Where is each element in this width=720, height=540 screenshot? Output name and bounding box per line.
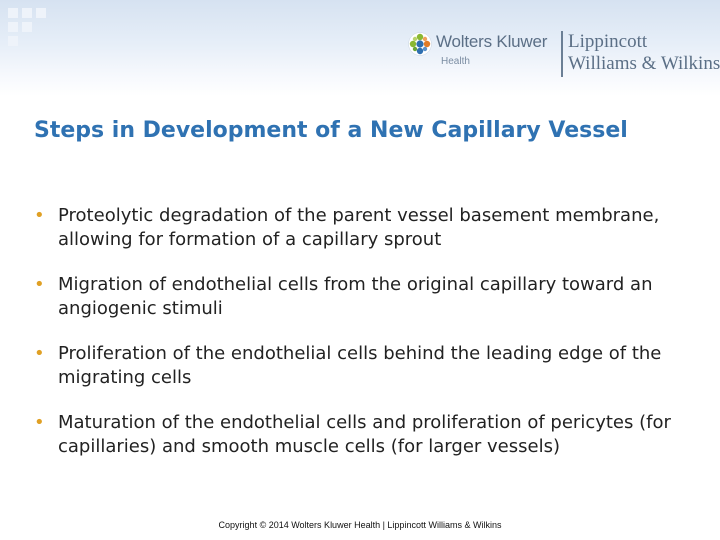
copyright-footer: Copyright © 2014 Wolters Kluwer Health | Lippincott Williams & Wilkins xyxy=(218,520,502,530)
bullet-dot-icon: • xyxy=(34,343,45,364)
wolters-kluwer-lww-logo xyxy=(408,29,720,79)
header-band xyxy=(0,0,720,96)
bullet-item xyxy=(34,411,694,459)
bullet-text: Migration of endothelial cells from the original capillary toward an angiogenic stimuli xyxy=(58,274,653,319)
bullet-item xyxy=(34,204,694,252)
bullet-item xyxy=(34,342,694,390)
imprint-line-1: Lippincott xyxy=(568,31,648,52)
imprint-line-2: Williams & Wilkins xyxy=(568,53,720,74)
header-tile xyxy=(8,8,18,18)
wolters-kluwer-mark-icon xyxy=(408,32,432,56)
header-tile xyxy=(8,22,18,32)
division-name: Health xyxy=(441,56,470,67)
bullet-list xyxy=(34,204,694,480)
header-tile xyxy=(22,22,32,32)
company-name: Wolters Kluwer xyxy=(436,32,548,51)
bullet-text: Maturation of the endothelial cells and proliferation of pericytes (for capillaries) and smooth muscle cells (for larger vessels) xyxy=(58,412,671,457)
header-tile xyxy=(8,36,18,46)
header-tile xyxy=(22,8,32,18)
bullet-dot-icon: • xyxy=(34,412,45,433)
bullet-item xyxy=(34,273,694,321)
bullet-dot-icon: • xyxy=(34,205,45,226)
header-tile xyxy=(36,8,46,18)
slide-title: Steps in Development of a New Capillary Vessel xyxy=(34,118,628,143)
bullet-text: Proteolytic degradation of the parent vessel basement membrane, allowing for formation of a capillary sprout xyxy=(58,205,660,250)
bullet-dot-icon: • xyxy=(34,274,45,295)
logo-divider xyxy=(561,31,563,77)
bullet-text: Proliferation of the endothelial cells behind the leading edge of the migrating cells xyxy=(58,343,662,388)
